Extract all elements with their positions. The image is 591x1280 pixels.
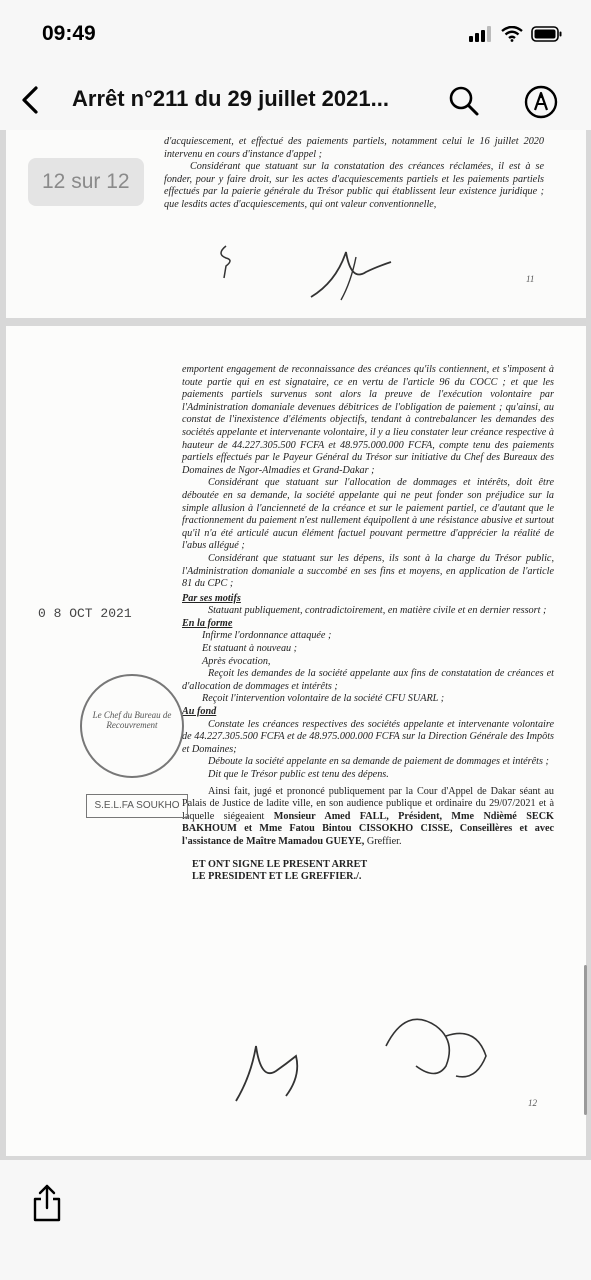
handwritten-signature — [306, 242, 396, 302]
document-title: Arrêt n°211 du 29 juillet 2021... — [72, 86, 389, 111]
scroll-indicator[interactable] — [584, 965, 587, 1115]
wifi-icon — [501, 26, 523, 42]
page-12-para-2: Considérant que statuant sur l'allocation de dommages et intérêts, doit être déboutée en sa demande, la société appelante qui ne peut fonder son préjudice sur la simple allusion à l'ancienneté de la créance et sur le paiement partiel, ce d'autant que le fractionnement du paiement n'est nullement équipollent à une résistance abusive et surtout qu'il n'a été articulé aucun élément factuel pouvant permettre d'apprécier la réalité de l'abus allégué ; — [182, 477, 554, 552]
status-bar — [0, 0, 591, 70]
status-icons — [469, 26, 563, 42]
forme-line-1: Infirme l'ordonnance attaquée ; — [202, 630, 332, 642]
page-11-number: 11 — [526, 274, 535, 284]
president-signature — [226, 1026, 316, 1106]
fond-line-1: Constate les créances respectives des sociétés appelante et intervenante volontaire de 44.227.305.500 FCFA et de 48.975.000.000 FCFA sur la Direction Générale des Impôts et Domaines; — [182, 718, 554, 755]
markup-pen-icon[interactable] — [523, 84, 559, 120]
cellular-signal-icon — [469, 26, 493, 42]
closing-paragraph — [182, 786, 554, 849]
page-12-text — [182, 364, 554, 884]
document-page-12 — [6, 326, 586, 1156]
forme-line-4: Reçoit les demandes de la société appelante aux fins de constatation de créances et d'allocation de dommages et intérêts ; — [182, 668, 554, 692]
document-viewer[interactable] — [0, 130, 591, 1160]
forme-heading: En la forme — [182, 617, 233, 629]
search-icon[interactable] — [446, 83, 482, 119]
battery-icon — [531, 26, 563, 42]
fond-line-2: Déboute la société appelante en sa demande de paiement de dommages et intérêts ; — [208, 756, 549, 768]
motifs-heading: Par ses motifs — [182, 592, 241, 604]
handwritten-signature-initial — [206, 242, 246, 282]
back-chevron-icon[interactable] — [14, 80, 48, 120]
forme-line-2: Et statuant à nouveau ; — [202, 643, 298, 655]
navigation-bar — [0, 70, 591, 130]
stamp-text: Le Chef du Bureau de Recouvrement — [92, 710, 172, 730]
page-11-text — [164, 136, 544, 212]
page-12-para-3: Considérant que statuant sur les dépens, ils sont à la charge du Trésor public, l'Administration domaniale a succombé en ses fins et moyens, en application de l'article 81 du CPC ; — [182, 552, 554, 590]
closing-end: Greffier. — [364, 835, 402, 847]
signature-line-2: LE PRESIDENT ET LE GREFFIER./. — [192, 871, 362, 883]
page-counter: 12 sur 12 — [28, 158, 144, 206]
official-box-stamp: S.E.L.FA SOUKHO — [86, 794, 188, 818]
closing-names: Monsieur Amed FALL, Président, Mme Ndièmé SECK BAKHOUM et Mme Fatou Bintou CISSOKHO CISSE, Conseillères et avec l'assistance de Maître Mamadou GUEYE, — [182, 810, 554, 847]
fond-heading: Au fond — [182, 706, 217, 718]
forme-line-3: Après évocation, — [202, 655, 271, 667]
closing-start: Ainsi fait, jugé et prononcé publiquement par la Cour d'Appel de Dakar séant au Palais de Justice de ladite ville, en son audience publique et ordinaire du 29/07/2021 et à laquelle siégeaient — [182, 785, 554, 822]
greffier-signature — [376, 1006, 496, 1086]
bottom-toolbar — [0, 1160, 591, 1280]
page-11-line-2: Considérant que statuant sur la constatation des créances réclamées, il est à se fonder, pour y faire droit, sur les actes d'acquiescements partiels et les paiements partiels effectués par la paierie générale du Trésor public qui établissent leur existence juridique ; que lesdits actes d'acquiescements, qui ont valeur conventionnelle, — [164, 161, 544, 210]
page-12-para-1: emportent engagement de reconnaissance des créances qu'ils contiennent, et s'imposent à toute partie qui en est signataire, ce en vertu de l'article 96 du COCC ; et que les paiements partiels survenus sont alors la preuve de l'exécution volontaire par l'Administration domaniale devenues débitrices de l'obligation de paiement ; qu'ainsi, au constat de l'inexistence d'éléments objectifs, tendant à contrebalancer les demandes des sociétés appelante et intervenante volontaire, il y a lieu constater leur créance respective à hauteur de 44.227.305.500 FCFA et 48.975.000.000 FCFA, compte tenu des paiements partiels effectués par le Payeur Général du Trésor sur initiative du Chef des Bureaux des Domaines de Ngor-Almadies et Grand-Dakar ; — [182, 364, 554, 476]
share-icon[interactable] — [30, 1182, 64, 1224]
forme-line-5: Reçoit l'intervention volontaire de la société CFU SUARL ; — [202, 693, 445, 705]
page-11-line-1: d'acquiescement, et effectué des paiements partiels, notamment celui le 16 juillet 2020 intervenu en cours d'instance d'appel ; — [164, 136, 544, 160]
status-time: 09:49 — [42, 22, 96, 45]
signature-line-1: ET ONT SIGNE LE PRESENT ARRET — [192, 858, 368, 870]
motifs-text: Statuant publiquement, contradictoirement, en matière civile et en dernier ressort ; — [208, 605, 547, 617]
official-round-stamp — [80, 674, 184, 778]
stamp-date: 0 8 OCT 2021 — [38, 606, 132, 621]
fond-line-3: Dit que le Trésor public est tenu des dépens. — [208, 769, 389, 780]
page-12-number: 12 — [528, 1098, 537, 1108]
